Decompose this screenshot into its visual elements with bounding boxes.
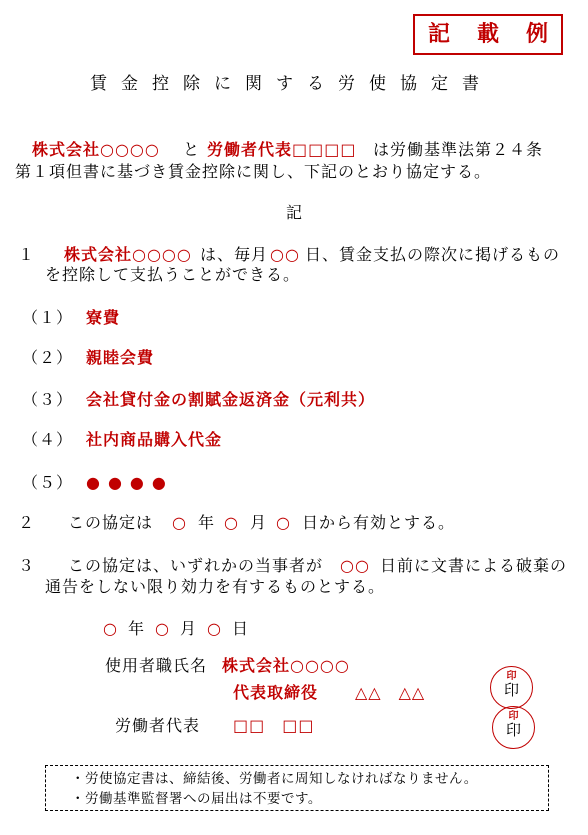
date-day: ○ (207, 619, 222, 638)
seal-mark: 印 (506, 671, 517, 682)
preamble-company: 株式会社○○○○ (32, 140, 160, 159)
deduction-item: 寮費 (86, 308, 121, 327)
document-title: 賃金控除に関する労使協定書 (90, 74, 493, 94)
seal-mark: 印 (508, 711, 519, 722)
employer-seal (490, 666, 533, 709)
clause1-day: ○○ (270, 245, 300, 264)
clause3-text-b: 日前に文書による破棄の (380, 556, 568, 575)
clause2-day: ○ (276, 513, 291, 532)
deduction-item: 親睦会費 (86, 348, 155, 367)
clause2-text-a: この協定は (68, 513, 154, 532)
clause1-text-a: は、毎月 (200, 245, 269, 264)
preamble-worker-rep: 労働者代表□□□□ (207, 140, 357, 159)
deduction-number: （４） (22, 430, 74, 449)
deduction-number: （２） (22, 348, 74, 367)
seal-label: 印 (505, 721, 521, 739)
ki-heading: 記 (286, 203, 304, 222)
clause3-days: ○○ (340, 556, 370, 575)
clause3-text-a: この協定は、いずれかの当事者が (68, 556, 324, 575)
clause1-text-c: を控除して支払うことができる。 (45, 265, 301, 284)
preamble-text-1: は労働基準法第２４条 (373, 140, 544, 159)
employer-title: 代表取締役 (233, 683, 319, 702)
clause2-year: ○ (172, 513, 187, 532)
worker-label: 労働者代表 (115, 716, 201, 735)
note-line: ・労働基準監督署への届出は不要です。 (71, 791, 322, 807)
clause1-text-b: 日、賃金支払の際次に掲げるもの (305, 245, 561, 264)
date-day-unit: 日 (232, 619, 250, 638)
seal-label: 印 (503, 681, 519, 699)
preamble-text-2: 第１項但書に基づき賃金控除に関し、下記のとおり協定する。 (15, 162, 492, 181)
notes-box (45, 765, 549, 811)
clause2-text-b: 日から有効とする。 (302, 513, 456, 532)
date-month-unit: 月 (180, 619, 198, 638)
clause1-number: １ (18, 245, 36, 264)
worker-seal (492, 706, 535, 749)
note-line: ・労使協定書は、締結後、労働者に周知しなければなりません。 (71, 771, 478, 787)
clause2-year-unit: 年 (198, 513, 216, 532)
worker-name: □□ □□ (233, 716, 315, 735)
clause3-number: ３ (18, 556, 36, 575)
deduction-number: （５） (22, 473, 74, 492)
clause2-number: ２ (18, 513, 36, 532)
clause1-company: 株式会社○○○○ (64, 245, 192, 264)
clause2-month-unit: 月 (250, 513, 268, 532)
employer-label: 使用者職氏名 (105, 656, 208, 675)
sample-stamp (413, 14, 576, 55)
deduction-item: ●●●● (86, 473, 174, 492)
deduction-number: （３） (22, 390, 74, 409)
date-year-unit: 年 (128, 619, 146, 638)
deduction-item: 社内商品購入代金 (86, 430, 223, 449)
sample-stamp-label: 記載例 (428, 22, 576, 47)
date-year: ○ (103, 619, 118, 638)
deduction-number: （１） (22, 308, 74, 327)
preamble-and: と (183, 140, 201, 159)
employer-company: 株式会社○○○○ (222, 656, 350, 675)
deduction-item: 会社貸付金の割賦金返済金（元利共） (86, 390, 376, 409)
clause3-text-c: 通告をしない限り効力を有するものとする。 (45, 577, 386, 596)
date-month: ○ (155, 619, 170, 638)
employer-name: △△ △△ (355, 683, 426, 702)
clause2-month: ○ (224, 513, 239, 532)
